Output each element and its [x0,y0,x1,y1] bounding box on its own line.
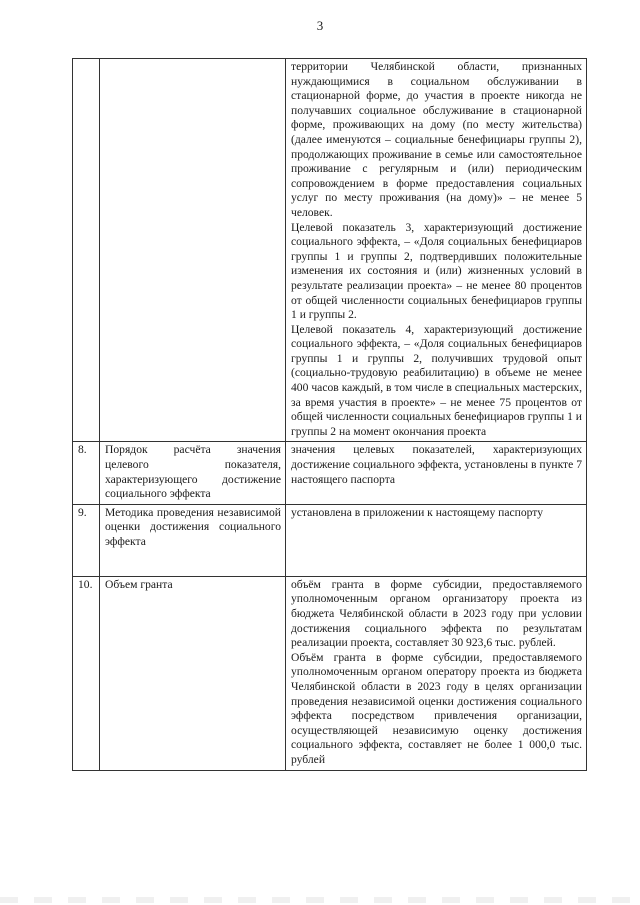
passport-table [72,58,587,771]
row-number [73,59,100,442]
row-value [286,442,587,504]
row-name: Объем гранта [100,576,286,770]
row-number: 10. [73,576,100,770]
value-paragraph: Целевой показатель 4, характеризующий достижение социального эффекта, – «Доля социальных бенефициаров группы 1 и группы 2, получивших трудовой опыт (социально-трудовую реабилитацию) в объеме не менее 400 часов каждый, в том числе в специальных мастерских, за время участия в проекте» – не менее 75 процентов от общей численности социальных бенефициаров группы 1 и группы 2 на момент окончания проекта [291,322,582,438]
value-paragraph: Объём гранта в форме субсидии, предоставляемого уполномоченным органом оператору проекта из бюджета Челябинской области в 2023 году в целях организации проведения независимой оценки достижения социального эффекта посредством привлечения организации, осуществляющей независимую оценку достижения социального эффекта, составляет не более 1 000,0 тыс. рублей [291,650,582,766]
row-value [286,504,587,576]
page-number: 3 [316,18,324,33]
row-name: Методика проведения независимой оценки достижения социального эффекта [100,504,286,576]
value-paragraph: объём гранта в форме субсидии, предоставляемого уполномоченным органом организатору проекта из бюджета Челябинской области в 2023 году при условии достижения социального эффекта по результатам реализации проекта, составляет 30 923,6 тыс. рублей. [291,577,582,650]
value-paragraph: значения целевых показателей, характеризующих достижение социального эффекта, установлены в пункте 7 настоящего паспорта [291,443,582,486]
row-number: 9. [73,504,100,576]
table-row [73,442,587,504]
row-name: Порядок расчёта значения целевого показателя, характеризующего достижение социального эффекта [100,442,286,504]
row-number: 8. [73,442,100,504]
table-row [73,59,587,442]
row-name [100,59,286,442]
row-value [286,576,587,770]
value-paragraph: Целевой показатель 3, характеризующий достижение социального эффекта, – «Доля социальных бенефициаров группы 1 и группы 2, подтвердивших положительные изменения их состояния и (или) жизненных условий в результате реализации проекта» – не менее 80 процентов от общей численности социальных бенефициаров группы 1 и группы 2. [291,220,582,322]
value-paragraph: территории Челябинской области, признанных нуждающимися в социальном обслуживании в стационарной форме, до участия в проекте никогда не получавших социальное обслуживание в стационарной форме, проживающих на дому (по месту жительства) (далее именуются – социальные бенефициары группы 2), продолжающих проживание в семье или самостоятельное проживание с регулярным и (или) периодическим сопровождением в форме предоставления социальных услуг по месту проживания (на дому)» – не менее 5 человек. [291,60,582,219]
table-row [73,576,587,770]
table-row [73,504,587,576]
row-value [286,59,587,442]
scan-edge-artifact [0,897,640,903]
value-paragraph: установлена в приложении к настоящему паспорту [291,505,543,519]
